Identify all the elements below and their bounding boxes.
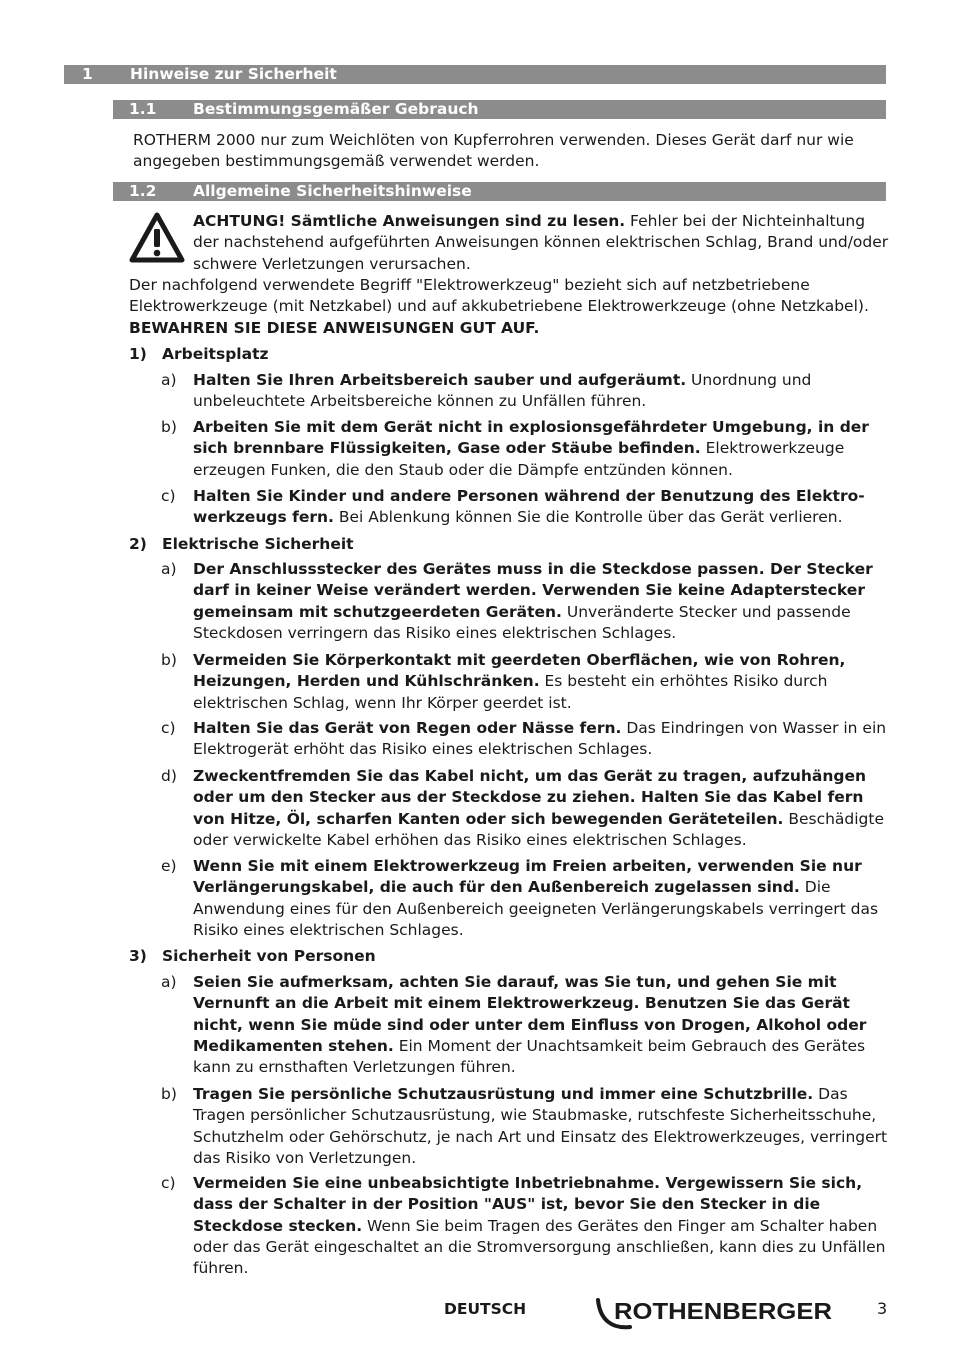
subsection-title: Allgemeine Sicherheitshinweise — [193, 182, 472, 200]
item-letter: c) — [161, 487, 176, 505]
intended-use-text: ROTHERM 2000 nur zum Weichlöten von Kupferrohren verwenden. Dieses Gerät darf nur wie angegeben bestimmungsgemäß verwendet werden. — [133, 131, 854, 171]
item-letter: b) — [161, 651, 177, 669]
subsection-heading-bar — [113, 100, 886, 119]
group-title: Sicherheit von Personen — [162, 947, 376, 965]
item-bold-text: Arbeiten Sie mit dem Gerät nicht in explosionsgefährdeter Umgebung, in der sich brennbare Flüssigkeiten, Gase oder Stäube befinden. — [193, 418, 869, 458]
item-letter: d) — [161, 767, 177, 785]
item-text: Bei Ablenkung können Sie die Kontrolle über das Gerät verlieren. — [333, 508, 843, 527]
item-bold-text: Zweckentfremden Sie das Kabel nicht, um das Gerät zu tragen, aufzuhängen oder um den Stecker aus der Steckdose zu ziehen. Halten Sie das Kabel fern von Hitze, Öl, scharfen Kanten oder sich bewegenden Geräteteilen. — [193, 767, 867, 828]
item-letter: c) — [161, 719, 176, 737]
item-text: Das Tragen persönlicher Schutzausrüstung, wie Staubmaske, rutschfeste Sicherheitsschuhe, Schutzhelm oder Gehörschutz, je nach Art und Einsatz des Elektrowerkzeuges, verringert das Risiko von Verletzungen. — [193, 1085, 888, 1167]
group-number: 2) — [129, 535, 147, 553]
item-text: Elektrowerkzeuge erzeugen Funken, die den Staub oder die Dämpfe entzünden können. — [193, 439, 845, 479]
item-bold-text: Tragen Sie persönliche Schutzausrüstung und immer eine Schutzbrille. — [193, 1085, 814, 1103]
item-letter: b) — [161, 1085, 177, 1103]
list-item — [193, 972, 890, 1078]
item-letter: a) — [161, 973, 177, 991]
list-item — [193, 559, 890, 644]
section-heading-bar — [64, 65, 886, 84]
subsection-title: Bestimmungsgemäßer Gebrauch — [193, 100, 479, 118]
item-letter: e) — [161, 857, 177, 875]
rothenberger-logo-icon — [596, 1294, 836, 1334]
group-title: Arbeitsplatz — [162, 345, 269, 363]
item-text: Das Eindringen von Wasser in ein Elektrogerät erhöht das Risiko eines elektrischen Schlages. — [193, 719, 887, 759]
footer-language: DEUTSCH — [444, 1300, 527, 1318]
item-letter: b) — [161, 418, 177, 436]
item-bold-text: Seien Sie aufmerksam, achten Sie darauf, was Sie tun, und gehen Sie mit Vernunft an die Arbeit mit einem Elektrowerkzeug. Benutzen Sie das Gerät nicht, wenn Sie müde sind oder unter dem Einfluss von Drogen, Alkohol oder Medikamenten stehen. — [193, 973, 867, 1055]
warning-bold-text: ACHTUNG! Sämtliche Anweisungen sind zu lesen. — [193, 212, 626, 230]
list-item — [193, 370, 890, 413]
group-title: Elektrische Sicherheit — [162, 535, 354, 553]
list-item — [193, 718, 890, 761]
warning-text: Fehler bei der Nichteinhaltung der nachstehend aufgeführten Anweisungen können elektrischen Schlag, Brand und/oder schwere Verletzungen verursachen. — [193, 212, 889, 273]
page-number: 3 — [877, 1299, 888, 1318]
item-bold-text: Der Anschlussstecker des Gerätes muss in die Steckdose passen. Der Stecker darf in keiner Weise verändert werden. Verwenden Sie keine Adapterstecker gemeinsam mit schutzgeerdeten Geräten. — [193, 560, 873, 621]
group-number: 1) — [129, 345, 147, 363]
item-bold-text: Halten Sie Ihren Arbeitsbereich sauber und aufgeräumt. — [193, 371, 687, 389]
list-item — [193, 766, 890, 851]
item-text: Beschädigte oder verwickelte Kabel erhöhen das Risiko eines elektrischen Schlages. — [193, 809, 885, 849]
subsection-heading-bar — [113, 182, 886, 201]
intro-paragraph: Der nachfolgend verwendete Begriff "Elektrowerkzeug" bezieht sich auf netzbetriebene Elektrowerkzeuge (mit Netzkabel) und auf akkubetriebene Elektrowerkzeuge (ohne Netzkabel). — [129, 276, 869, 316]
item-bold-text: Wenn Sie mit einem Elektrowerkzeug im Freien arbeiten, verwenden Sie nur Verlängerungskabel, die auch für den Außenbereich zugelassen sind. — [193, 857, 862, 897]
group-number: 3) — [129, 947, 147, 965]
list-item — [193, 486, 890, 529]
brand-logo-text: ROTHENBERGER — [614, 1298, 833, 1324]
list-item — [193, 1173, 890, 1279]
item-bold-text: Vermeiden Sie Körperkontakt mit geerdeten Oberflächen, wie von Rohren, Heizungen, Herden und Kühlschränken. — [193, 651, 846, 691]
item-bold-text: Halten Sie das Gerät von Regen oder Nässe fern. — [193, 719, 622, 737]
item-text: Wenn Sie beim Tragen des Gerätes den Finger am Schalter haben oder das Gerät eingeschaltet an die Stromversorgung anschließen, kann dies zu Unfällen führen. — [193, 1216, 886, 1278]
subsection-number: 1.2 — [129, 182, 157, 200]
keep-instructions-text: BEWAHREN SIE DIESE ANWEISUNGEN GUT AUF. — [129, 319, 540, 337]
item-letter: a) — [161, 371, 177, 389]
section-title: Hinweise zur Sicherheit — [130, 65, 337, 83]
item-text: Unordnung und unbeleuchtete Arbeitsbereiche können zu Unfällen führen. — [193, 371, 812, 411]
item-bold-text: Vermeiden Sie eine unbeabsichtigte Inbetriebnahme. Vergewissern Sie sich, dass der Schalter in der Position "AUS" ist, bevor Sie den Stecker in die Steckdose stecken. — [193, 1174, 863, 1235]
subsection-number: 1.1 — [129, 100, 157, 118]
item-bold-text: Halten Sie Kinder und andere Personen während der Benutzung des Elektro-werkzeugs fern. — [193, 487, 865, 527]
list-item — [193, 650, 890, 714]
section-number: 1 — [82, 65, 93, 83]
item-text: Es besteht ein erhöhtes Risiko durch elektrischen Schlag, wenn Ihr Körper geerdet ist. — [193, 672, 828, 712]
warning-paragraph — [193, 211, 890, 275]
item-letter: a) — [161, 560, 177, 578]
item-letter: c) — [161, 1174, 176, 1192]
item-text: Unveränderte Stecker und passende Steckdosen verringern das Risiko eines elektrischen Schlages. — [193, 602, 851, 642]
list-item — [193, 417, 890, 481]
list-item — [193, 856, 890, 941]
warning-triangle-icon — [129, 212, 185, 264]
list-item — [193, 1084, 890, 1169]
item-text: Die Anwendung eines für den Außenbereich geeigneten Verlängerungskabels verringert das Risiko eines elektrischen Schlages. — [193, 878, 879, 939]
item-text: Ein Moment der Unachtsamkeit beim Gebrauch des Gerätes kann zu ernsthaften Verletzungen führen. — [193, 1036, 866, 1077]
